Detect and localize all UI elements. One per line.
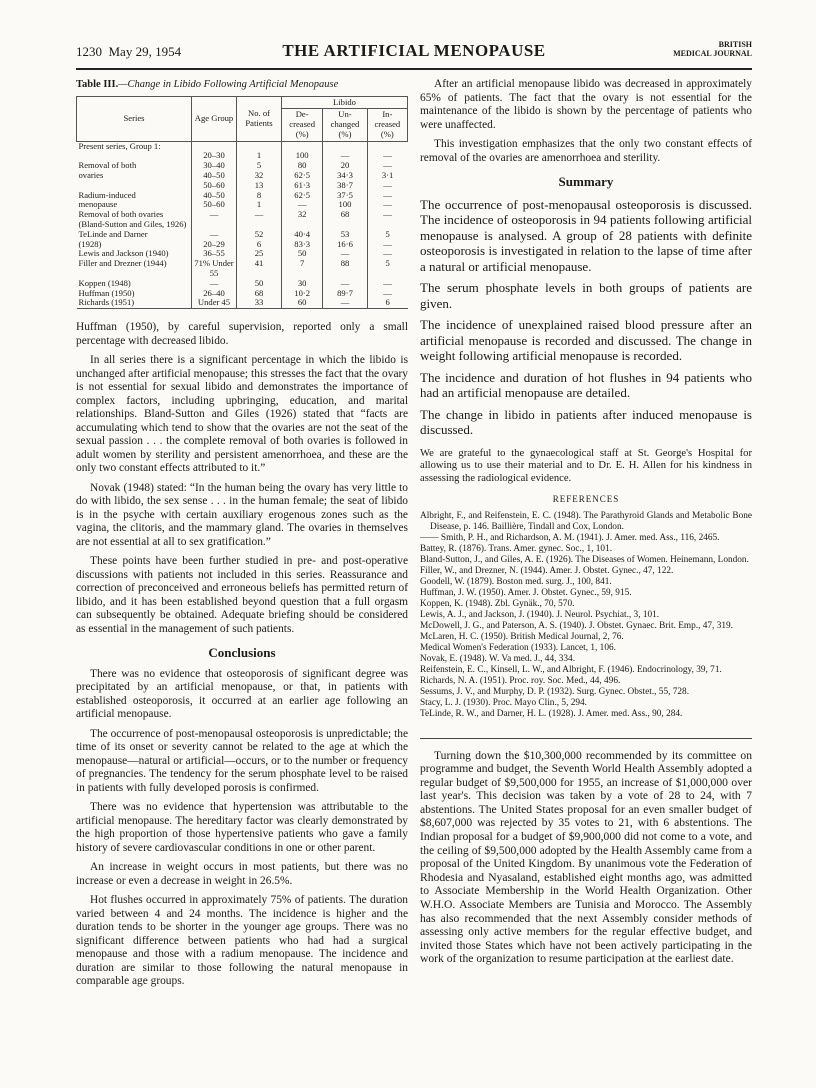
table-row (77, 210, 408, 230)
cell-series: Radium-induced (78, 189, 136, 200)
cell-patients: 50 (237, 279, 282, 289)
reference-item: McDowell, J. G., and Paterson, A. S. (1940). J. Obstet. Gynaec. Brit. Emp., 47, 319. (420, 620, 733, 631)
cell-age-group: 30–40 (192, 161, 237, 171)
cell-decreased: 100 (282, 151, 323, 161)
paragraph: These points have been further studied in pre- and post-operative discussions with patients not included in this series. Reassurance and correction of preconceived and erroneous beliefs has permitted return of libido, and it has been established beyond question that a full orgasm can subsequently be obtained. Adequate briefing should be considered as essential in the management of such patients. (76, 555, 408, 635)
section-divider (420, 738, 752, 739)
cell-patients: 8 (237, 191, 282, 201)
left-column (76, 78, 408, 995)
cell-series: Removal of both (78, 160, 137, 171)
th-increased: In- creased (%) (367, 109, 407, 141)
cell-increased: — (367, 191, 407, 201)
cell-series: Filler and Drezner (1944) (78, 258, 167, 269)
cell-series: Huffman (1950) (78, 287, 135, 298)
cell-increased: 5 (367, 230, 407, 240)
cell-age-group: Under 45 (192, 298, 237, 308)
cell-unchanged: 37·5 (323, 191, 367, 201)
cell-patients: 6 (237, 240, 282, 250)
cell-unchanged: 16·6 (323, 240, 367, 250)
reference-item: TeLinde, R. W., and Darner, H. L. (1928). J. Amer. med. Ass., 90, 284. (420, 708, 683, 719)
journal-name-line1: BRITISH (718, 40, 752, 49)
cell-age-group: 20–29 (192, 240, 237, 250)
cell-patients: 41 (237, 259, 282, 279)
table-row (77, 298, 408, 308)
cell-patients: 33 (237, 298, 282, 308)
cell-series: Lewis and Jackson (1940) (78, 248, 169, 259)
th-libido: Libido (282, 96, 408, 109)
cell-decreased: 60 (282, 298, 323, 308)
reference-item: McLaren, H. C. (1950). British Medical Journal, 2, 76. (420, 631, 624, 642)
cell-patients: 13 (237, 181, 282, 191)
cell-increased: — (367, 200, 407, 210)
conclusions-heading: Conclusions (208, 645, 276, 661)
reference-item: Stacy, L. J. (1930). Proc. Mayo Clin., 5, 294. (420, 697, 587, 708)
cell-unchanged: — (323, 298, 367, 308)
cell-series: ovaries (78, 170, 104, 181)
paragraph: The occurrence of post-menopausal osteoporosis is unpredictable; the time of its onset or severity cannot be related to the age at which the menopause—natural or artificial—occurs, or to the number or frequency of pregnancies. The tendency for the serum phosphate level to be raised in patients with fully developed porosis is confirmed. (76, 727, 408, 794)
cell-decreased: 50 (282, 249, 323, 259)
paragraph: After an artificial menopause libido was decreased in approximately 65% of patients. The fact that the ovary is not essential for the maintenance of the libido is shown by the percentage of patients who were unaffected. (420, 78, 752, 131)
cell-age-group: — (192, 210, 237, 230)
summary-section (420, 197, 752, 438)
table-row (77, 191, 408, 201)
cell-increased: — (367, 279, 407, 289)
cell-patients: 32 (237, 171, 282, 181)
cell-patients: 1 (237, 151, 282, 161)
reference-item: Battey, R. (1876). Trans. Amer. gynec. Soc., 1, 101. (420, 543, 613, 554)
cell-age-group: — (192, 230, 237, 240)
summary-paragraph: The serum phosphate levels in both groups of patients are given. (420, 280, 752, 311)
cell-age-group: 20–30 (192, 151, 237, 161)
cell-series: menopause (78, 199, 118, 210)
summary-paragraph: The occurrence of post-menopausal osteoporosis is discussed. The incidence of osteoporosis in 94 patients following artificial menopause is analysed. A group of 28 patients with definite osteoporosis is investigated in relation to the lapse of time after a natural or artificial menopause. (420, 196, 752, 274)
summary-paragraph: The incidence of unexplained raised blood pressure after an artificial menopause is recorded and discussed. The change in weight following artificial menopause is recorded. (420, 317, 752, 363)
table-row (77, 230, 408, 240)
reference-item: Richards, N. A. (1951). Proc. roy. Soc. Med., 44, 496. (420, 675, 621, 686)
page-number: 1230 (76, 44, 102, 59)
cell-age-group: 50–60 (192, 181, 237, 191)
issue-date: May 29, 1954 (108, 44, 182, 59)
cell-age-group: 71% Under 55 (192, 259, 237, 279)
cell-unchanged: 20 (323, 161, 367, 171)
page-header (76, 38, 752, 70)
summary-heading: Summary (558, 174, 614, 189)
journal-name-line2: MEDICAL JOURNAL (673, 49, 752, 58)
cell-increased: — (367, 289, 407, 299)
th-age-group: Age Group (192, 96, 237, 141)
reference-item: Lewis, A. J., and Jackson, J. (1940). J. Neurol. Psychiat., 3, 101. (420, 609, 660, 620)
cell-patients: — (237, 210, 282, 230)
cell-age-group: 40–50 (192, 191, 237, 201)
cell-series: Removal of both ovaries (Bland-Sutton and Giles, 1926) (78, 209, 187, 230)
table-caption-label: Table III. (76, 79, 119, 90)
cell-decreased: 80 (282, 161, 323, 171)
summary-paragraph: The incidence and duration of hot flushes in 94 patients who had an artificial menopause are detailed. (420, 369, 752, 400)
cell-series: Present series, Group 1: (78, 140, 161, 151)
reference-item: Filler, W., and Drezner, N. (1944). Amer. J. Obstet. Gynec., 47, 122. (420, 565, 674, 576)
paragraph: Hot flushes occurred in approximately 75% of patients. The duration varied between 4 and 24 months. The incidence is higher and the duration tends to be shorter in the younger age groups. There was no significant difference between patients who had had a surgical menopause and those with a radium menopause. The incidence and duration are similar to those following the natural menopause in comparable age groups. (76, 894, 408, 988)
th-series: Series (77, 96, 192, 141)
reference-item: Koppen, K. (1948). Zbl. Gynäk., 70, 570. (420, 598, 575, 609)
cell-decreased: 62·5 (282, 171, 323, 181)
paragraph: Huffman (1950), by careful supervision, reported only a small percentage with decreased libido. (76, 321, 408, 347)
cell-decreased: 40·4 (282, 230, 323, 240)
cell-increased: — (367, 161, 407, 171)
cell-increased: — (367, 151, 407, 161)
acknowledgement: We are grateful to the gynaecological staff at St. George's Hospital for allowing us to use their material and to Dr. E. H. Allen for his kindness in assessing the radiological evidence. (420, 447, 752, 484)
references-list (420, 511, 752, 720)
reference-item: Goodell, W. (1879). Boston med. surg. J., 100, 841. (420, 576, 612, 587)
cell-increased: 3·1 (367, 171, 407, 181)
paragraph: An increase in weight occurs in most patients, but there was no increase or even a decrease in weight in 26.5%. (76, 861, 408, 887)
cell-patients: 68 (237, 289, 282, 299)
table-caption (76, 78, 408, 92)
libido-table (76, 96, 408, 310)
reference-item: Bland-Sutton, J., and Giles, A. E. (1926). The Diseases of Women. Heinemann, London. (420, 554, 749, 565)
cell-unchanged: — (323, 249, 367, 259)
right-column (420, 78, 752, 972)
cell-unchanged: 88 (323, 259, 367, 279)
cell-age-group: 40–50 (192, 171, 237, 181)
cell-increased: 6 (367, 298, 407, 308)
reference-item: —— Smith, P. H., and Richardson, A. M. (1941). J. Amer. med. Ass., 116, 2465. (420, 532, 720, 543)
reference-item: Albright, F., and Reifenstein, E. C. (1948). The Parathyroid Glands and Metabolic Bone Disease, p. 146. Baillière, Tindall and Cox, London. (420, 510, 752, 532)
news-item (420, 749, 752, 967)
reference-item: Novak, E. (1948). W. Va med. J., 44, 334. (420, 653, 576, 664)
cell-unchanged: — (323, 279, 367, 289)
th-decreased: De- creased (%) (282, 109, 323, 141)
table-caption-text: —Change in Libido Following Artificial Menopause (118, 79, 339, 90)
cell-patients: 1 (237, 200, 282, 210)
th-unchanged: Un- changed (%) (323, 109, 367, 141)
cell-increased: — (367, 181, 407, 191)
table-body (77, 141, 408, 309)
paragraph: In all series there is a significant percentage in which the libido is unchanged after artificial menopause; this stresses the fact that the ovary is not essential for sexual libido and demonstrates the importance of complex factors, including upbringing, education, and marital relationships. Bland-Sutton and Giles (1926) stated that “facts are accumulating which tend to show that the ovaries are not the seat of the sexual passion . . . the complete removal of both ovaries is followed in adult women by sterility and persistent amenorrhoea, and these are the only two constant effects attributed to it.” (76, 354, 408, 475)
cell-age-group: 36–55 (192, 249, 237, 259)
cell-increased: — (367, 249, 407, 259)
table-row (77, 259, 408, 279)
cell-series: TeLinde and Darner (78, 228, 148, 239)
summary-paragraph: The change in libido in patients after induced menopause is discussed. (420, 406, 752, 437)
th-patients: No. of Patients (237, 96, 282, 141)
table-row (77, 161, 408, 171)
cell-increased: 5 (367, 259, 407, 279)
paragraph: There was no evidence that osteoporosis of significant degree was precipitated by an artificial menopause, or that, in patients with established osteoporosis, it occurred at an earlier age following an artificial menopause. (76, 667, 408, 721)
cell-age-group: — (192, 279, 237, 289)
cell-age-group: 50–60 (192, 200, 237, 210)
reference-item: Medical Women's Federation (1933). Lancet, 1, 106. (420, 642, 616, 653)
cell-patients: 25 (237, 249, 282, 259)
paragraph: There was no evidence that hypertension was attributable to the artificial menopause. The hereditary factor was clearly demonstrated by the high proportion of those hypertensive patients who gave a family history of severe cardiovascular conditions in one or other parent. (76, 801, 408, 854)
paragraph: This investigation emphasizes that the only two constant effects of removal of the ovaries are amenorrhoea and sterility. (420, 138, 752, 164)
cell-decreased: 62·5 (282, 191, 323, 201)
news-paragraph: Turning down the $10,300,000 recommended by its committee on programme and budget, the Seventh World Health Assembly adopted a regular budget of $9,500,000 for 1955, an increase of $1,000,000 over last year's. This decision was taken by a vote of 28 to 24, with 7 abstentions. The United States proposal for an even smaller budget of $8,607,000 was rejected by 35 votes to 21, with 6 abstentions. The Indian proposal for a budget of $9,900,000 did not come to a vote, and the ceiling of $9,500,000 adopted by the Health Assembly came from a proposal of the United Kingdom. By unanimous vote the Federation of Rhodesia and Nyasaland, established eight months ago, was admitted to Associate Membership in the World Health Organization. Other W.H.O. Associate Members are Tunisia and Morocco. The Assembly has also recommended that the next Assembly consider methods of assessing only active members for the regular effective budget, and invited those States which have not been actively participating in the work of the organization to resume participation at the earliest date. (420, 748, 752, 966)
cell-series: Koppen (1948) (78, 277, 131, 288)
cell-decreased: 30 (282, 279, 323, 289)
running-title: THE ARTIFICIAL MENOPAUSE (282, 41, 546, 60)
cell-series: (1928) (78, 238, 102, 249)
cell-increased: — (367, 210, 407, 230)
cell-decreased: 83·3 (282, 240, 323, 250)
reference-item: Reifenstein, E. C., Kinsell, L. W., and Albright, F. (1946). Endocrinology, 39, 71. (420, 664, 722, 675)
references-heading: REFERENCES (552, 494, 620, 504)
cell-decreased: 10·2 (282, 289, 323, 299)
table-row (77, 141, 408, 151)
cell-decreased: 32 (282, 210, 323, 230)
cell-increased: — (367, 240, 407, 250)
cell-unchanged: 34·3 (323, 171, 367, 181)
reference-item: Sessums, J. V., and Murphy, D. P. (1932). Surg. Gynec. Obstet., 55, 728. (420, 686, 690, 697)
cell-unchanged: 68 (323, 210, 367, 230)
cell-decreased: 61·3 (282, 181, 323, 191)
cell-patients: 52 (237, 230, 282, 240)
journal-name (673, 40, 752, 58)
cell-series: Richards (1951) (77, 298, 192, 308)
cell-unchanged: 53 (323, 230, 367, 240)
paragraph: Novak (1948) stated: “In the human being the ovary has very little to do with libido, the sex sense . . . in the human female; the seat of libido is in the psyche with certain auxiliary erogenous zones such as the vagina, the clitoris, and the mammary gland. The ovaries in themselves are not essential at all to sex gratification.” (76, 481, 408, 548)
reference-item: Huffman, J. W. (1950). Amer. J. Obstet. Gynec., 59, 915. (420, 587, 632, 598)
cell-unchanged: 89·7 (323, 289, 367, 299)
table-row (77, 171, 408, 181)
cell-unchanged: 100 (323, 200, 367, 210)
cell-age-group: 26–40 (192, 289, 237, 299)
cell-patients: 5 (237, 161, 282, 171)
cell-unchanged: 38·7 (323, 181, 367, 191)
cell-decreased: 7 (282, 259, 323, 279)
cell-decreased: — (282, 200, 323, 210)
cell-unchanged: — (323, 151, 367, 161)
